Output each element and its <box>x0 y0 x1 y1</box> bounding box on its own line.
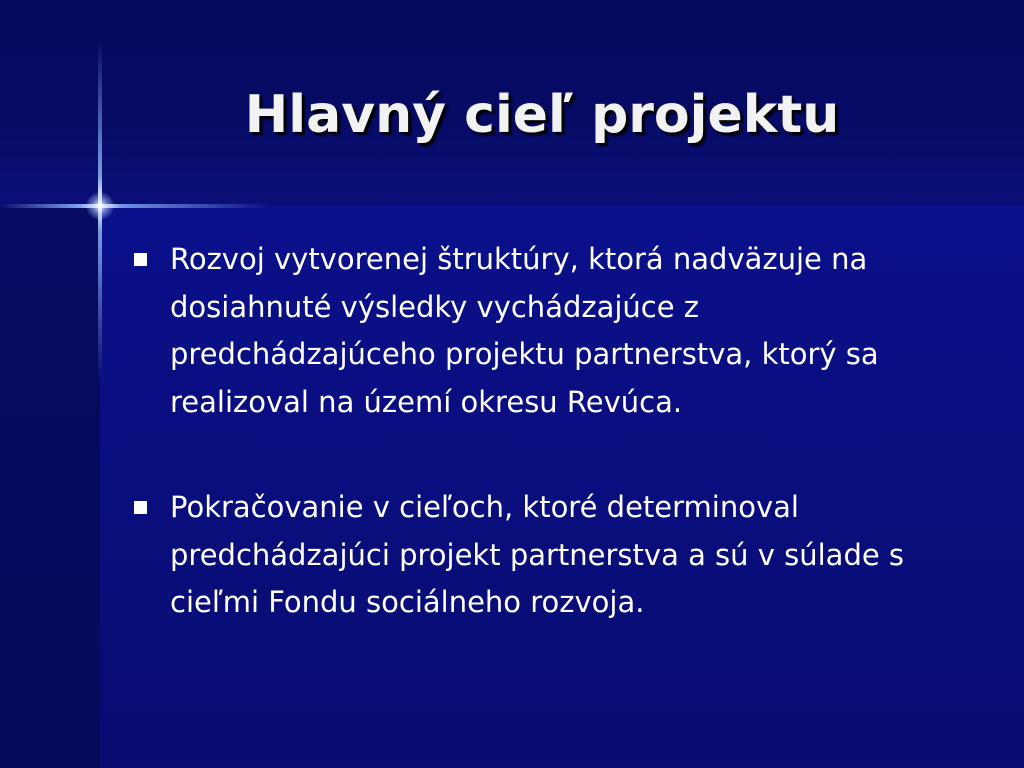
sparkle-star-icon <box>86 192 114 220</box>
square-bullet-icon <box>134 501 147 514</box>
slide-title: Hlavný cieľ projektu <box>244 85 840 145</box>
bullet-list <box>130 236 950 685</box>
sparkle-star-icon-horizontal <box>0 204 270 208</box>
left-band <box>0 206 100 768</box>
square-bullet-icon <box>134 253 147 266</box>
bullet-text: Rozvoj vytvorenej štruktúry, ktorá nadväzuje na dosiahnuté výsledky vychádzajúce z predchádzajúceho projektu partnerstva, ktorý sa realizoval na území okresu Revúca. <box>170 242 879 419</box>
bullet-item <box>130 484 950 627</box>
bullet-item <box>130 236 950 426</box>
bullet-text: Pokračovanie v cieľoch, ktoré determinoval predchádzajúci projekt partnerstva a sú v súlade s cieľmi Fondu sociálneho rozvoja. <box>170 490 905 619</box>
